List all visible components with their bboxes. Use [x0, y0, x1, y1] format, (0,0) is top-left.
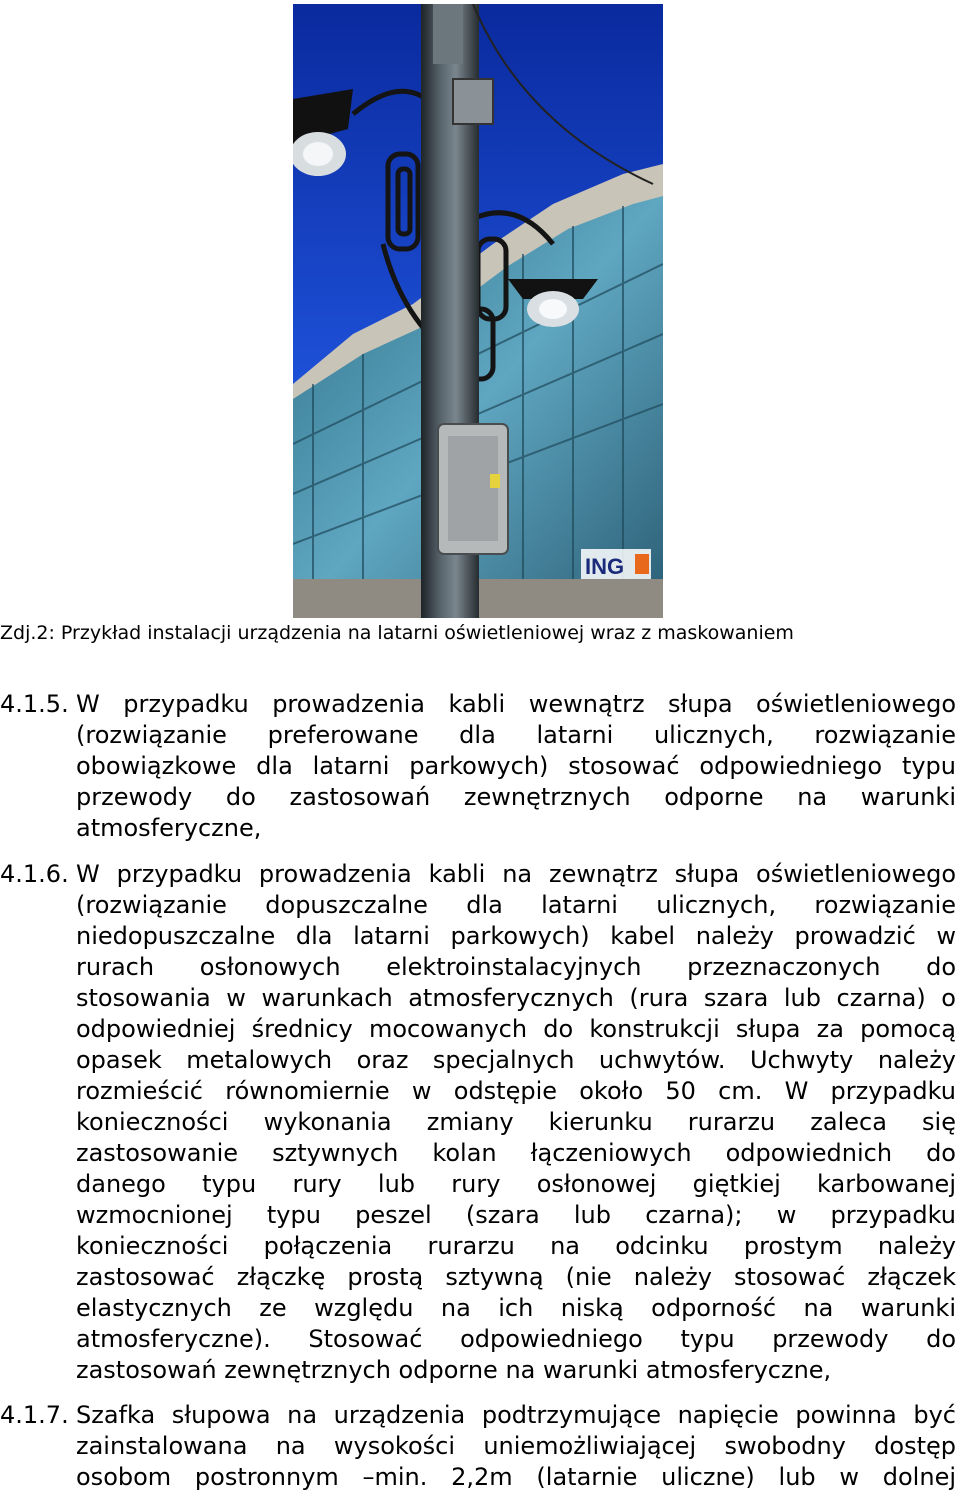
lamp-post-photo	[293, 4, 663, 618]
paragraph-line: rozmieścić równomiernie w odstępie około 50 cm. W przypadku	[76, 1077, 956, 1105]
paragraph-line: zainstalowana na wysokości uniemożliwiającej swobodny dostęp	[76, 1432, 956, 1460]
section-4-1-6	[0, 859, 960, 1386]
paragraph-line: opasek metalowych oraz specjalnych uchwytów. Uchwyty należy	[76, 1046, 956, 1074]
paragraph-line: atmosferyczne,	[76, 814, 262, 842]
paragraph-line: danego typu rury lub rury osłonowej giętkiej karbowanej	[76, 1170, 956, 1198]
paragraph-line: W przypadku prowadzenia kabli wewnątrz słupa oświetleniowego	[76, 690, 956, 718]
paragraph-line: zastosowanie sztywnych kolan łączeniowych odpowiednich do	[76, 1139, 956, 1167]
section-number: 4.1.5.	[0, 690, 69, 718]
figure-caption: Zdj.2: Przykład instalacji urządzenia na latarni oświetleniowej wraz z maskowaniem	[0, 622, 794, 644]
paragraph-line: konieczności wykonania zmiany kierunku rurarzu zaleca się	[76, 1108, 956, 1136]
pole-cabinet	[438, 424, 508, 554]
paragraph-line: W przypadku prowadzenia kabli na zewnątrz słupa oświetleniowego	[76, 860, 956, 888]
paragraph-line: (rozwiązanie dopuszczalne dla latarni ulicznych, rozwiązanie	[76, 891, 956, 919]
paragraph-line: niedopuszczalne dla latarni parkowych) kabel należy prowadzić w	[76, 922, 956, 950]
paragraph-line: zastosowań zewnętrznych odporne na warunki atmosferyczne,	[76, 1356, 832, 1384]
ing-sign: ING	[585, 554, 625, 579]
paragraph-line: Szafka słupowa na urządzenia podtrzymujące napięcie powinna być	[76, 1401, 956, 1429]
paragraph-line: obowiązkowe dla latarni parkowych) stosować odpowiedniego typu	[76, 752, 956, 780]
paragraph-line: (rozwiązanie preferowane dla latarni ulicznych, rozwiązanie	[76, 721, 956, 749]
paragraph-line: atmosferyczne). Stosować odpowiedniego typu przewody do	[76, 1325, 956, 1353]
paragraph-line: odpowiedniej średnicy mocowanych do konstrukcji słupa za pomocą	[76, 1015, 956, 1043]
paragraph-line: stosowania w warunkach atmosferycznych (rura szara lub czarna) o	[76, 984, 956, 1012]
paragraph-line: wzmocnionej typu peszel (szara lub czarna); w przypadku	[76, 1201, 956, 1229]
paragraph-line: konieczności połączenia rurarzu na odcinku prostym należy	[76, 1232, 956, 1260]
paragraph-line: osobom postronnym –min. 2,2m (latarnie uliczne) lub w dolnej	[76, 1463, 956, 1491]
paragraph-line: rurach osłonowych elektroinstalacyjnych przeznaczonych do	[76, 953, 956, 981]
section-number: 4.1.7.	[0, 1401, 69, 1429]
paragraph-line: elastycznych ze względu na ich niską odporność na warunki	[76, 1294, 956, 1322]
section-number: 4.1.6.	[0, 860, 69, 888]
paragraph-line: przewody do zastosowań zewnętrznych odporne na warunki	[76, 783, 956, 811]
paragraph-line: zastosować złączkę prostą sztywną (nie należy stosować złączek	[76, 1263, 956, 1291]
lamp-post-illustration	[293, 4, 663, 618]
antenna-unit	[453, 79, 493, 124]
section-4-1-5	[0, 689, 960, 844]
section-4-1-7	[0, 1400, 960, 1493]
